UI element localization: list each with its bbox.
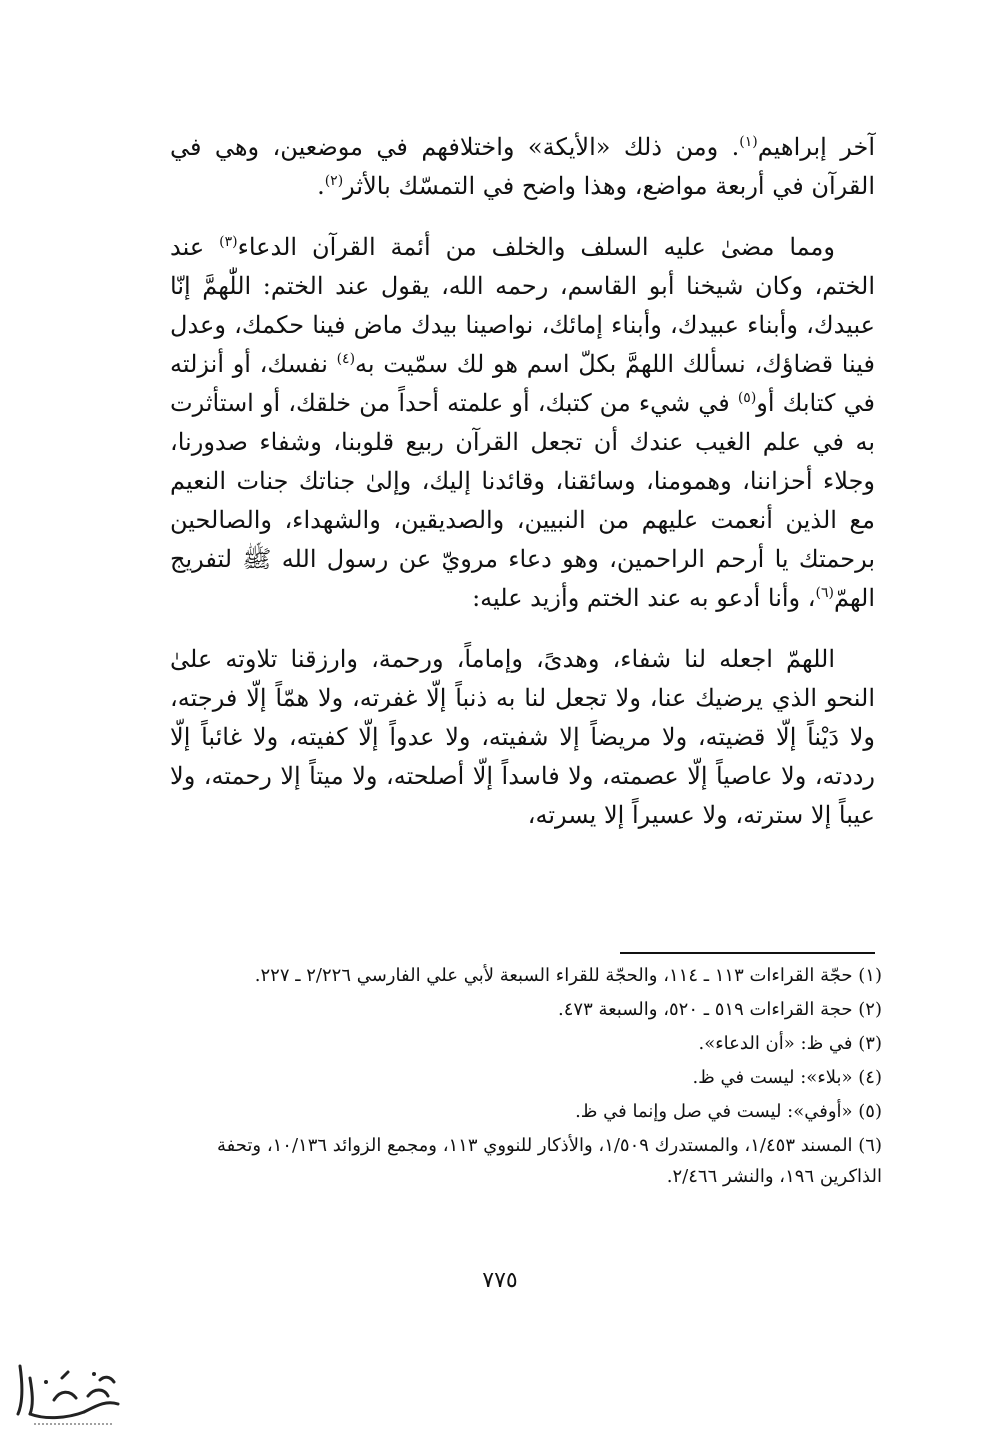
paragraph-2-text: ومما مضىٰ عليه السلف والخلف من أئمة القرآن الدعاء	[237, 233, 836, 261]
footnote-6: (٦) المسند ١/٤٥٣، والمستدرك ١/٥٠٩، والأذكار للنووي ١١٣، ومجمع الزوائد ١٠/١٣٦، وتحفة الذاكرين ١٩٦، والنشر ٢/٤٦٦.	[217, 1135, 882, 1187]
library-stamp-logo	[10, 1360, 125, 1430]
paragraph-2-text-5: ، وأنا أدعو به عند الختم وأزيد عليه:	[472, 584, 816, 612]
footnote-3: (٣) في ظ: «أن الدعاء».	[698, 1033, 882, 1054]
paragraph-2	[170, 228, 875, 618]
paragraph-1-text: آخر إبراهيم	[757, 133, 875, 161]
paragraph-2-text-4: في شيء من كتبك، أو علمته أحداً من خلقك، أو استأثرت به في علم الغيب عندك أن تجعل القرآن ربيع قلوبنا، وشفاء صدورنا، وجلاء أحزاننا، وهمومنا، وسائقنا، وقائدنا إليك، وإلىٰ جناتك جنات النعيم مع الذين أنعمت عليهم من النبيين، والصديقين، والشهداء، والصالحين برحمتك يا أرحم الراحمين، وهو دعاء مرويّ عن رسول الله ﷺ لتفريج الهمّ	[170, 389, 875, 612]
footnote-1: (١) حجّة القراءات ١١٣ ـ ١١٤، والحجّة للقراء السبعة لأبي علي الفارسي ٢/٢٢٦ ـ ٢٢٧.	[254, 965, 882, 986]
footnote-5: (٥) «أوفي»: ليست في صل وإنما في ظ.	[575, 1101, 882, 1122]
footnotes	[170, 960, 882, 1195]
paragraph-2-text-3: نفسك، أو أنزلته في كتابك أو	[170, 350, 875, 417]
footnote-2: (٢) حجة القراءات ٥١٩ ـ ٥٢٠، والسبعة ٤٧٣.	[558, 999, 882, 1020]
paragraph-2-text-2: عند الختم، وكان شيخنا أبو القاسم، رحمه الله، يقول عند الختم: اللّٰهمَّ إنّا عبيدك، وأبناء عبيدك، وأبناء إمائك، نواصينا بيدك ماض فينا حكمك، وعدل فينا قضاؤك، نسألك اللهمَّ بكلّ اسم هو لك سمّيت به	[170, 233, 876, 378]
footnote-separator	[620, 952, 875, 954]
footnote-ref-2[interactable]: (٢)	[324, 173, 344, 189]
paragraph-1	[170, 128, 875, 206]
paragraph-1-text-3: .	[317, 172, 325, 200]
footnote-ref-3[interactable]: (٣)	[219, 234, 238, 250]
footnote-ref-6[interactable]: (٦)	[815, 585, 834, 601]
paragraph-1-text-2: . ومن ذلك «الأيكة» واختلافهم في موضعين، وهي في القرآن في أربعة مواضع، وهذا واضح في التمسّك بالأثر	[170, 133, 875, 200]
footnote-ref-1[interactable]: (١)	[739, 134, 758, 150]
paragraph-3	[170, 640, 875, 835]
footnote-ref-5[interactable]: (٥)	[737, 390, 757, 406]
page-number: ٧٧٥	[482, 1268, 518, 1293]
main-text	[170, 128, 875, 857]
paragraph-3-text: اللهمّ اجعله لنا شفاء، وهدىً، وإماماً، ورحمة، وارزقنا تلاوته علىٰ النحو الذي يرضيك عنا، ولا تجعل لنا به ذنباً إلّا غفرته، ولا همّاً إلّا فرجته، ولا دَيْناً إلّا قضيته، ولا مريضاً إلا شفيته، ولا عدواً إلّا كفيته، ولا غائباً إلّا رددته، ولا عاصياً إلّا عصمته، ولا فاسداً إلّا أصلحته، ولا ميتاً إلا رحمته، ولا عيباً إلا سترته، ولا عسيراً إلا يسرته،	[170, 645, 875, 829]
footnote-ref-4[interactable]: (٤)	[336, 351, 356, 367]
footnote-4: (٤) «بلاء»: ليست في ظ.	[692, 1067, 882, 1088]
